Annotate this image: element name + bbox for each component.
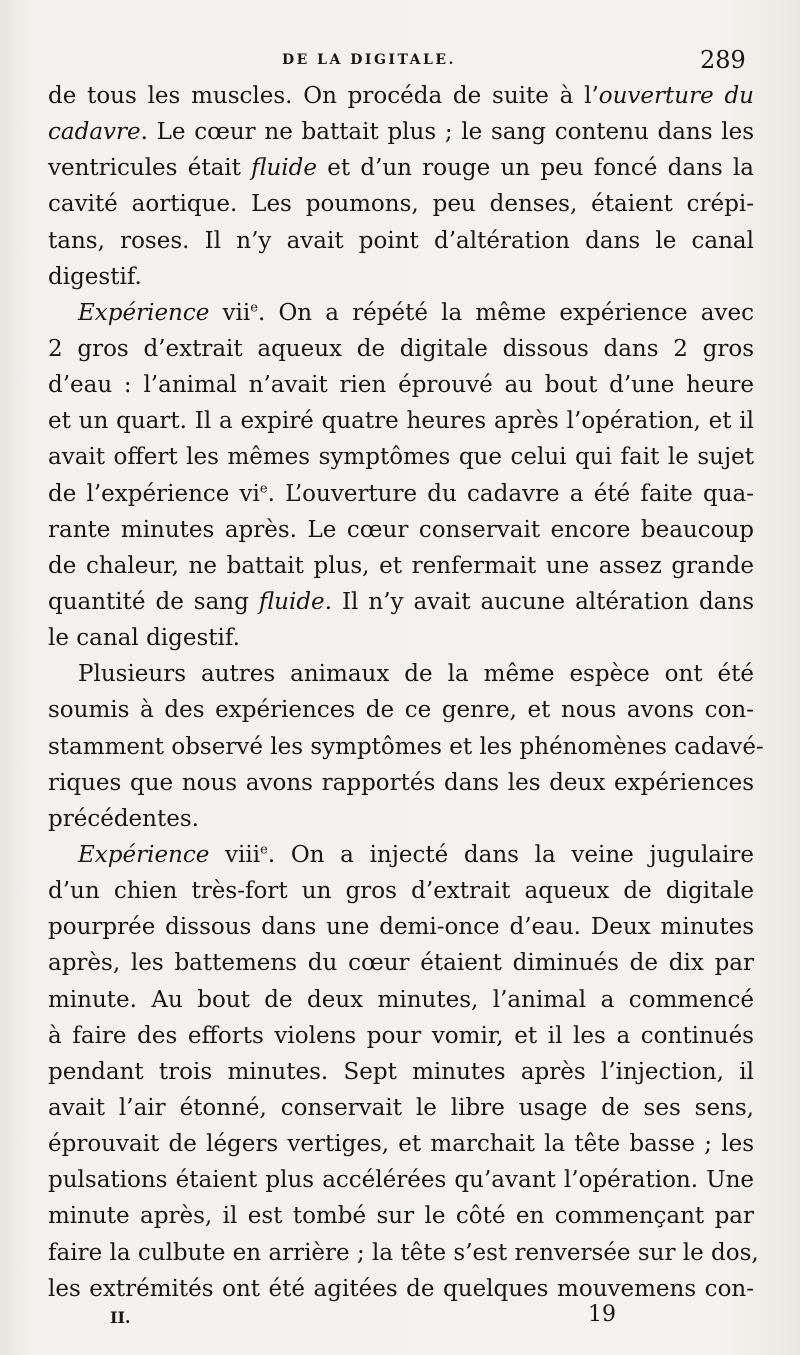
text-line: à faire des efforts violens pour vomir, et il les a continués bbox=[48, 1022, 754, 1049]
text-line: minute. Au bout de deux minutes, l’animal a commencé bbox=[48, 986, 754, 1013]
text-line: après, les battemens du cœur étaient diminués de dix par bbox=[48, 950, 754, 977]
text-line: riques que nous avons rapportés dans les deux expériences bbox=[48, 769, 754, 796]
text-line: ventricules était fluide et d’un rouge un peu foncé dans la bbox=[48, 155, 755, 182]
text-line: rante minutes après. Le cœur conservait encore beaucoup bbox=[48, 516, 754, 543]
text-line: précédentes. bbox=[48, 805, 199, 832]
running-head bbox=[0, 46, 800, 76]
experience-heading-line: Expérience vii$^e$. On a répété la même expérience avec bbox=[78, 299, 754, 326]
text-line: tans, roses. Il n’y avait point d’altération dans le canal bbox=[48, 227, 754, 254]
text-line: pourprée dissous dans une demi-once d’eau. Deux minutes bbox=[48, 914, 754, 941]
text-line: les extrémités ont été agitées de quelques mouvemens con- bbox=[48, 1275, 754, 1302]
text-line: d’eau : l’animal n’avait rien éprouvé au bout d’une heure bbox=[48, 372, 754, 399]
text-line: cadavre. Le cœur ne battait plus ; le sang contenu dans les bbox=[48, 119, 754, 146]
text-line: avait offert les mêmes symptômes que celui qui fait le sujet bbox=[48, 444, 754, 471]
text-line: pulsations étaient plus accélérées qu’avant l’opération. Une bbox=[48, 1167, 754, 1194]
page-footer bbox=[0, 1300, 800, 1336]
text-line: stamment observé les symptômes et les phénomènes cadavé- bbox=[48, 733, 764, 760]
running-title: DE LA DIGITALE. bbox=[282, 52, 456, 68]
sheet-number: 19 bbox=[588, 1302, 616, 1327]
text-line: quantité de sang fluide. Il n’y avait aucune altération dans bbox=[48, 588, 754, 615]
text-line: et un quart. Il a expiré quatre heures après l’opération, et il bbox=[48, 408, 754, 435]
text-line: faire la culbute en arrière ; la tête s’est renversée sur le dos, bbox=[48, 1239, 759, 1266]
text-line: soumis à des expériences de ce genre, et nous avons con- bbox=[48, 697, 754, 724]
text-line: cavité aortique. Les poumons, peu denses, étaient crépi- bbox=[48, 191, 754, 218]
text-line: avait l’air étonné, conservait le libre usage de ses sens, bbox=[48, 1094, 754, 1121]
text-line: digestif. bbox=[48, 263, 142, 290]
text-line: d’un chien très-fort un gros d’extrait aqueux de digitale bbox=[48, 878, 754, 905]
text-line: minute après, il est tombé sur le côté en commençant par bbox=[48, 1203, 754, 1230]
page-number: 289 bbox=[700, 46, 746, 74]
text-line: le canal digestif. bbox=[48, 625, 240, 652]
text-line: éprouvait de légers vertiges, et marchait la tête basse ; les bbox=[48, 1131, 754, 1158]
text-line: Plusieurs autres animaux de la même espèce ont été bbox=[78, 661, 754, 688]
body-text bbox=[48, 78, 764, 1307]
text-line: de tous les muscles. On procéda de suite à l’ouverture du bbox=[48, 83, 754, 109]
signature-mark: II. bbox=[110, 1308, 131, 1327]
text-line: pendant trois minutes. Sept minutes après l’injection, il bbox=[48, 1058, 754, 1085]
text-line: 2 gros d’extrait aqueux de digitale dissous dans 2 gros bbox=[48, 335, 754, 362]
text-line: de chaleur, ne battait plus, et renfermait une assez grande bbox=[48, 552, 754, 579]
text-line: de l’expérience $vi^e$. L’ouverture du cadavre a été faite qua- bbox=[48, 480, 754, 507]
experience-heading-line: Expérience viii$^e$. On a injecté dans la veine jugulaire bbox=[78, 841, 754, 868]
